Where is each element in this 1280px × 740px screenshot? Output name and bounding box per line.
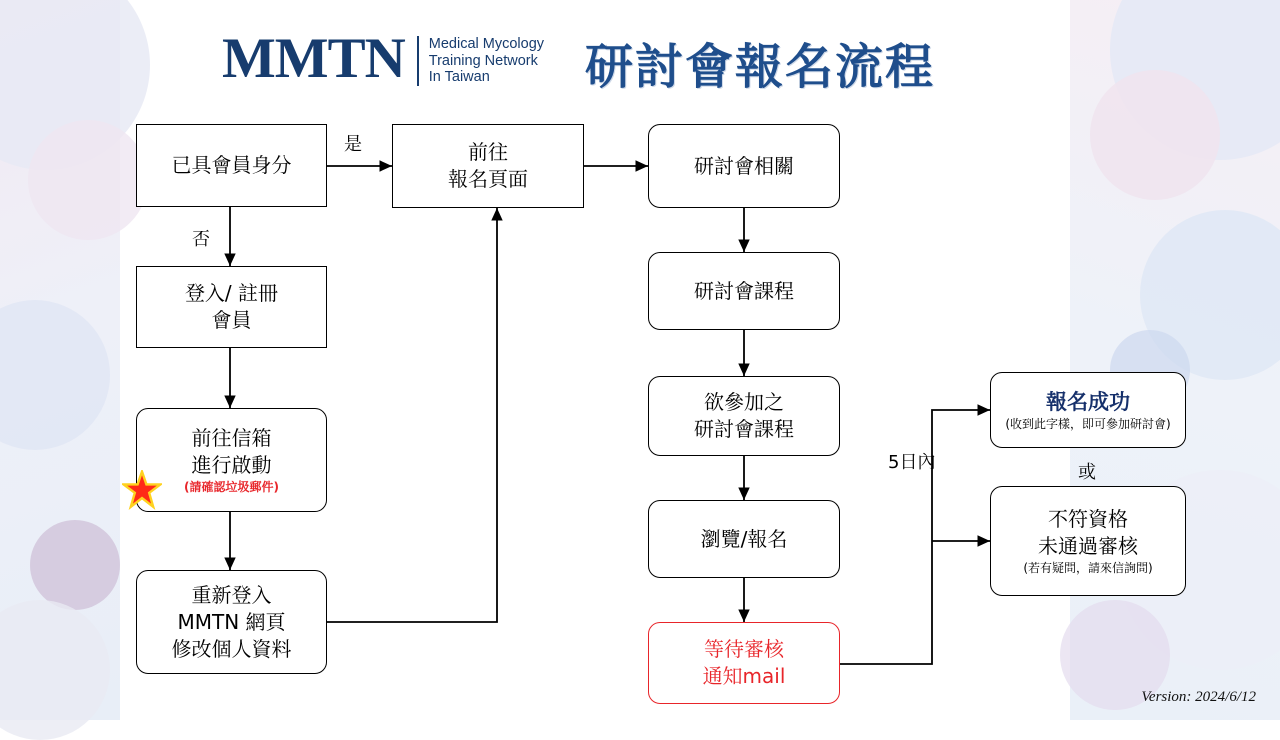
node-login-register-line-1: 登入/ 註冊: [184, 281, 279, 305]
node-browse-signup-label: 瀏覽/報名: [700, 526, 788, 551]
node-rejected-line-2: 未通過審核: [1038, 534, 1138, 558]
warning-star-icon: [122, 470, 162, 510]
node-rejected[interactable]: [990, 486, 1186, 596]
node-signup-success-title: 報名成功: [1046, 389, 1130, 414]
node-waiting-review-line-2: 通知mail: [702, 664, 786, 688]
node-browse-signup[interactable]: [648, 500, 840, 578]
logo-subtitle-line-3: In Taiwan: [428, 69, 490, 85]
node-relogin-line-1: 重新登入: [191, 582, 272, 607]
node-mailbox-activate-note: (請確認垃圾郵件): [184, 480, 279, 494]
version-label: Version: 2024/6/12: [1141, 689, 1256, 705]
node-mailbox-activate-line-2: 進行啟動: [191, 453, 272, 477]
node-signup-success-note: (收到此字樣，即可參加研討會): [1005, 416, 1171, 431]
background-circle: [30, 520, 120, 610]
logo-subtitle-line-1: Medical Mycology: [428, 36, 545, 52]
node-desired-course[interactable]: [648, 376, 840, 456]
node-signup-success[interactable]: [990, 372, 1186, 448]
node-waiting-review-line-1: 等待審核: [704, 637, 784, 661]
logo-subtitle: [417, 36, 544, 86]
page-title: 研討會報名流程: [585, 39, 936, 95]
node-rejected-note: (若有疑問，請來信詢問): [1023, 561, 1153, 575]
node-go-to-signup-line-2: 報名頁面: [448, 167, 528, 191]
node-relogin-edit-profile[interactable]: [136, 570, 327, 674]
mmtn-logo: [222, 27, 545, 90]
node-seminar-related[interactable]: [648, 124, 840, 208]
node-waiting-review[interactable]: [648, 622, 840, 704]
node-login-register[interactable]: [136, 266, 327, 348]
node-seminar-course-label: 研討會課程: [694, 278, 794, 303]
node-seminar-course[interactable]: [648, 252, 840, 330]
background-circle: [28, 120, 148, 240]
edge-label-no: 否: [192, 229, 210, 250]
edge-label-yes: 是: [344, 134, 362, 155]
node-rejected-line-1: 不符資格: [1048, 507, 1128, 531]
logo-subtitle-line-2: Training Network: [428, 52, 538, 69]
edge-label-or: 或: [1078, 462, 1096, 483]
node-member-check-label: 已具會員身分: [171, 153, 292, 177]
node-go-to-signup-page[interactable]: [392, 124, 584, 208]
logo-wordmark: MMTN: [222, 27, 405, 90]
node-relogin-line-3: 修改個人資料: [171, 636, 292, 661]
node-relogin-line-2: MMTN 網頁: [177, 609, 286, 634]
node-desired-course-line-2: 研討會課程: [694, 417, 794, 441]
edge-label-within-5-days: 5日內: [888, 452, 936, 473]
background-circle: [1090, 70, 1220, 200]
node-mailbox-activate[interactable]: [136, 408, 327, 512]
node-go-to-signup-line-1: 前往: [468, 140, 508, 164]
node-mailbox-activate-line-1: 前往信箱: [191, 426, 272, 450]
node-seminar-related-label: 研討會相關: [694, 153, 794, 178]
node-login-register-line-2: 會員: [211, 308, 252, 332]
node-desired-course-line-1: 欲參加之: [704, 390, 784, 414]
node-member-check[interactable]: [136, 124, 327, 207]
